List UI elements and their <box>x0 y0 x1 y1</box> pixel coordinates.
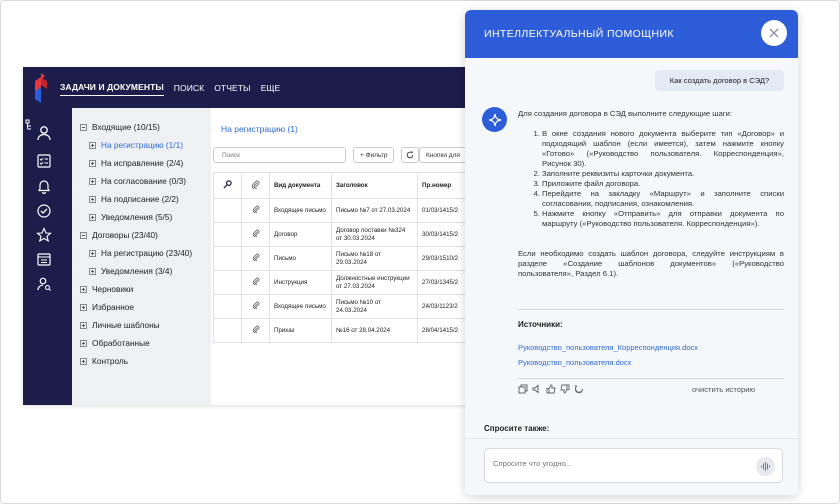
expand-icon[interactable] <box>89 178 96 185</box>
empty-cell <box>214 295 242 319</box>
tree-item-contracts-registration[interactable] <box>72 244 211 262</box>
tree-item-label: Личные шаблоны <box>92 320 160 330</box>
attachment-cell <box>242 199 270 223</box>
answer-actions <box>517 383 584 395</box>
table-cell: 27/03/1345/2 <box>418 271 472 295</box>
table-cell: Входящее письмо <box>270 295 332 319</box>
table-cell: Приказ <box>270 319 332 343</box>
paperclip-icon <box>252 229 260 237</box>
tree-item-label: Договоры (23/40) <box>92 230 158 240</box>
table-cell: 01/03/1415/2 <box>418 199 472 223</box>
attachment-cell <box>242 223 270 247</box>
col-title[interactable]: Заголовок <box>332 173 418 199</box>
expand-icon[interactable] <box>89 268 96 275</box>
empty-cell <box>214 199 242 223</box>
close-icon <box>769 28 779 38</box>
folder-list-icon[interactable] <box>35 250 53 268</box>
attachment-cell <box>242 319 270 343</box>
tree-item-contracts-notifications[interactable] <box>72 262 211 280</box>
nav-search[interactable]: ПОИСК <box>173 82 205 93</box>
documents-table <box>213 172 471 343</box>
source-link[interactable]: Руководство_пользователя_Корреспонденция.docx <box>518 343 699 352</box>
tree-item-label: На регистрацию (23/40) <box>101 248 193 258</box>
document-list-area <box>211 108 471 405</box>
tree-item-personal-templates[interactable] <box>72 316 211 334</box>
answer-step: 4. Перейдите на закладку «Маршрут» и заполните списки согласования, подписания, ознакомления. <box>542 189 784 209</box>
expand-icon[interactable] <box>80 286 87 293</box>
answer-steps <box>518 129 784 229</box>
tree-item-notifications[interactable] <box>72 208 211 226</box>
checklist-icon[interactable] <box>35 152 53 170</box>
table-row[interactable] <box>214 199 472 223</box>
tree-item-label: На исправление (2/4) <box>101 158 184 168</box>
table-cell: Письмо №10 от 24.03.2024 <box>332 295 418 319</box>
folder-tree <box>72 108 211 405</box>
col-number[interactable]: Пр.номер <box>418 173 472 199</box>
tree-item-label: На регистрацию (1/1) <box>101 140 183 150</box>
answer-step: 5. Нажмите кнопку «Отправить» для отправки документа по маршруту («Руководство пользователя. Корреспонденция»). <box>542 209 784 229</box>
empty-cell <box>214 271 242 295</box>
assistant-panel <box>465 10 798 495</box>
chat-input[interactable] <box>493 459 743 468</box>
col-doc-type[interactable]: Вид документа <box>270 173 332 199</box>
tree-item-control[interactable] <box>72 352 211 370</box>
assistant-answer <box>518 109 784 279</box>
tree-item-favorites[interactable] <box>72 298 211 316</box>
search-input[interactable]: Поиск <box>213 147 346 163</box>
list-toolbar <box>213 147 471 167</box>
tree-item-label: Черновики <box>92 284 134 294</box>
sparkle-icon <box>488 113 502 127</box>
collapse-icon[interactable] <box>80 232 87 239</box>
divider <box>518 309 784 310</box>
filter-button[interactable]: + Фильтр <box>353 147 394 163</box>
thumbs-up-icon[interactable] <box>545 384 556 395</box>
star-icon[interactable] <box>35 226 53 244</box>
paperclip-icon <box>252 277 260 285</box>
expand-icon[interactable] <box>80 340 87 347</box>
expand-icon[interactable] <box>89 160 96 167</box>
paperclip-icon <box>252 325 260 333</box>
answer-step: 3. Приложите файл договора. <box>542 179 784 189</box>
attachment-cell <box>242 247 270 271</box>
expand-icon[interactable] <box>80 304 87 311</box>
edms-app-window <box>23 67 471 405</box>
tree-item-contracts[interactable] <box>72 226 211 244</box>
thumbs-down-icon[interactable] <box>559 384 570 395</box>
table-cell: Должностные инструкции от 27.03.2024 <box>332 271 418 295</box>
expand-icon[interactable] <box>80 322 87 329</box>
table-cell: 30/03/1415/2 <box>418 223 472 247</box>
suggestions-title: Спросите также: <box>484 424 550 433</box>
regenerate-icon[interactable] <box>573 384 584 395</box>
page-title: На регистрацию (1) <box>221 124 298 134</box>
table-row[interactable] <box>214 319 472 343</box>
tree-item-label: Избранное <box>92 302 135 312</box>
expand-icon[interactable] <box>89 250 96 257</box>
chat-input-area <box>465 438 798 495</box>
top-navigation-bar <box>23 67 471 108</box>
tree-item-drafts[interactable] <box>72 280 211 298</box>
tree-item-label: Уведомления (3/4) <box>101 266 173 276</box>
answer-step: 1. В окне создания нового документа выберите тип «Договор» и подходящий шаблон (если имеется), затем нажмите кнопку «Готово» («Руководство пользователя. Корреспонденция», Рисунок 30). <box>542 129 784 169</box>
table-row[interactable] <box>214 295 472 319</box>
expand-icon[interactable] <box>89 142 96 149</box>
paperclip-icon <box>252 253 260 261</box>
table-cell: Письмо №7 от 27.03.2024 <box>332 199 418 223</box>
table-cell: Договор <box>270 223 332 247</box>
waveform-icon <box>760 461 771 472</box>
paperclip-icon <box>252 205 260 213</box>
tree-item-label: Обработанные <box>92 338 150 348</box>
empty-cell <box>214 319 242 343</box>
answer-step: 2. Заполните реквизиты карточки документа. <box>542 169 784 179</box>
expand-icon[interactable] <box>80 358 87 365</box>
user-message: Как создать договор в СЭД? <box>655 70 784 91</box>
tree-toggle-icon[interactable] <box>25 119 35 131</box>
table-cell: 24/03/1123/2 <box>418 295 472 319</box>
tree-item-signing[interactable] <box>72 190 211 208</box>
bell-icon[interactable] <box>35 177 53 195</box>
buttons-menu-button[interactable]: Кнопки для <box>419 147 467 163</box>
paperclip-icon <box>251 180 260 189</box>
check-circle-icon[interactable] <box>35 202 53 220</box>
table-row[interactable] <box>214 223 472 247</box>
expand-icon[interactable] <box>89 196 96 203</box>
table-cell: 28/04/1415/2 <box>418 319 472 343</box>
empty-cell <box>214 247 242 271</box>
left-icon-sidebar <box>23 108 72 405</box>
table-row[interactable] <box>214 271 472 295</box>
tree-item-correction[interactable] <box>72 154 211 172</box>
paperclip-icon <box>252 301 260 309</box>
main-nav <box>60 67 280 108</box>
close-button[interactable] <box>761 20 787 46</box>
copy-icon[interactable] <box>517 384 528 395</box>
answer-intro: Для создания договора в СЭД выполните следующие шаги: <box>518 109 732 118</box>
table-cell: Инструкция <box>270 271 332 295</box>
assistant-avatar <box>482 107 507 132</box>
divider <box>518 378 784 379</box>
expand-icon[interactable] <box>89 214 96 221</box>
table-cell: Договор поставки №324 от 30.03.2024 <box>332 223 418 247</box>
tree-item-inbox[interactable] <box>72 118 211 136</box>
key-column-header[interactable] <box>214 173 242 199</box>
tree-item-label: Контроль <box>92 356 129 366</box>
nav-tasks-documents[interactable]: ЗАДАЧИ И ДОКУМЕНТЫ <box>60 79 164 96</box>
table-cell: Письмо №18 от 29.03.2024 <box>332 247 418 271</box>
table-cell: Входящее письмо <box>270 199 332 223</box>
user-search-icon[interactable] <box>35 275 53 293</box>
table-cell: Письмо <box>270 247 332 271</box>
app-logo-icon <box>33 73 49 103</box>
tree-item-approval[interactable] <box>72 172 211 190</box>
key-icon <box>223 180 232 189</box>
table-row[interactable] <box>214 247 472 271</box>
sources-title: Источники: <box>518 320 563 329</box>
table-cell: №16 от 28.04.2024 <box>332 319 418 343</box>
nav-reports[interactable]: ОТЧЕТЫ <box>214 82 251 93</box>
tree-item-label: Входящие (10/15) <box>92 122 160 132</box>
nav-more[interactable]: ЕЩЕ <box>260 82 281 93</box>
tree-item-label: На подписание (2/2) <box>101 194 179 204</box>
tree-item-processed[interactable] <box>72 334 211 352</box>
refresh-icon <box>406 151 414 159</box>
user-icon[interactable] <box>35 124 53 142</box>
table-header-row <box>214 173 472 199</box>
answer-note: Если необходимо создать шаблон договора, следуйте инструкциям в разделе «Создание шаблонов документов» («Руководство пользователя», Раздел 6.1). <box>518 249 784 278</box>
assistant-title: ИНТЕЛЛЕКТУАЛЬНЫЙ ПОМОЩНИК <box>484 28 674 40</box>
speaker-icon[interactable] <box>531 384 542 395</box>
chat-input-box <box>484 448 783 483</box>
tree-item-label: Уведомления (5/5) <box>101 212 173 222</box>
table-cell: 29/03/1510/2 <box>418 247 472 271</box>
refresh-button[interactable] <box>401 147 419 163</box>
clear-history-link[interactable]: очистить историю <box>692 385 756 394</box>
attachment-column-header[interactable] <box>242 173 270 199</box>
tree-item-label: На согласование (0/3) <box>101 176 187 186</box>
assistant-header <box>465 10 798 58</box>
voice-input-button[interactable] <box>756 457 775 476</box>
source-link[interactable]: Руководство_пользователя.docx <box>518 358 632 367</box>
empty-cell <box>214 223 242 247</box>
attachment-cell <box>242 271 270 295</box>
tree-item-registration[interactable] <box>72 136 211 154</box>
collapse-icon[interactable] <box>80 124 87 131</box>
attachment-cell <box>242 295 270 319</box>
